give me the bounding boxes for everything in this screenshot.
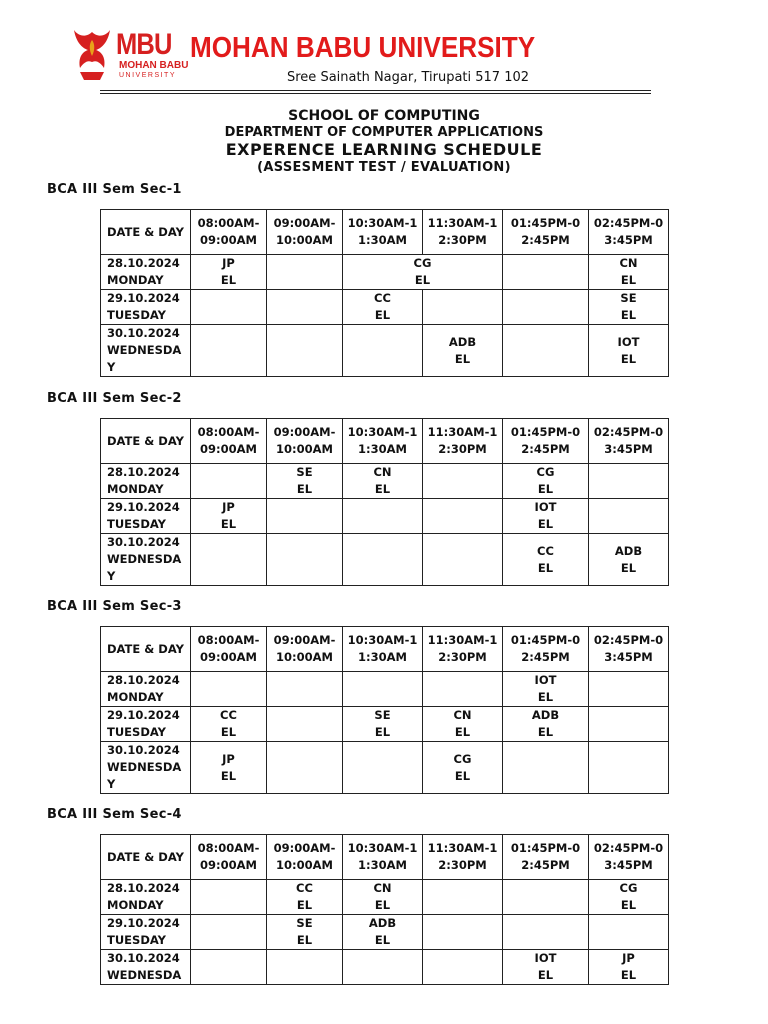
section-title: BCA III Sem Sec-4 bbox=[47, 807, 182, 822]
empty-cell bbox=[589, 464, 669, 499]
schedule-title: EXPERENCE LEARNING SCHEDULE bbox=[225, 140, 543, 160]
subject-cell: JP EL bbox=[589, 950, 669, 985]
table-row bbox=[101, 950, 669, 985]
empty-cell bbox=[267, 950, 343, 985]
empty-cell bbox=[503, 880, 589, 915]
subject-cell: CG EL bbox=[503, 464, 589, 499]
subject-cell: JP EL bbox=[191, 255, 267, 290]
subject-cell: CC EL bbox=[267, 880, 343, 915]
date-day-header: DATE & DAY bbox=[101, 835, 191, 880]
time-slot-header: 08:00AM-09:00AM bbox=[191, 210, 267, 255]
subject-cell: CG EL bbox=[589, 880, 669, 915]
empty-cell bbox=[423, 534, 503, 586]
date-day-cell: 29.10.2024 TUESDAY bbox=[101, 290, 191, 325]
time-slot-header: 11:30AM-12:30PM bbox=[423, 835, 503, 880]
date-day-cell: 28.10.2024 MONDAY bbox=[101, 880, 191, 915]
empty-cell bbox=[503, 290, 589, 325]
subject-cell: IOT EL bbox=[503, 672, 589, 707]
university-header bbox=[72, 26, 652, 96]
empty-cell bbox=[267, 325, 343, 377]
subject-cell: CG EL bbox=[343, 255, 503, 290]
subject-cell: CC EL bbox=[191, 707, 267, 742]
empty-cell bbox=[503, 915, 589, 950]
date-day-header: DATE & DAY bbox=[101, 627, 191, 672]
empty-cell bbox=[267, 707, 343, 742]
schedule-subtitle: (ASSESMENT TEST / EVALUATION) bbox=[257, 159, 511, 175]
table-row bbox=[101, 499, 669, 534]
table-row bbox=[101, 880, 669, 915]
table-row bbox=[101, 672, 669, 707]
empty-cell bbox=[191, 950, 267, 985]
table-row bbox=[101, 290, 669, 325]
empty-cell bbox=[589, 672, 669, 707]
empty-cell bbox=[191, 915, 267, 950]
subject-cell: CN EL bbox=[343, 880, 423, 915]
date-day-header: DATE & DAY bbox=[101, 210, 191, 255]
empty-cell bbox=[423, 880, 503, 915]
subject-cell: ADB EL bbox=[589, 534, 669, 586]
table-row bbox=[101, 464, 669, 499]
empty-cell bbox=[191, 534, 267, 586]
empty-cell bbox=[343, 742, 423, 794]
section-title: BCA III Sem Sec-3 bbox=[47, 599, 182, 614]
empty-cell bbox=[267, 255, 343, 290]
table-row bbox=[101, 255, 669, 290]
section-title: BCA III Sem Sec-1 bbox=[47, 182, 182, 197]
date-day-cell: 29.10.2024 TUESDAY bbox=[101, 499, 191, 534]
document-titles bbox=[0, 108, 768, 175]
empty-cell bbox=[589, 499, 669, 534]
logo-subtext-2: UNIVERSITY bbox=[119, 72, 177, 79]
empty-cell bbox=[343, 325, 423, 377]
time-slot-header: 09:00AM-10:00AM bbox=[267, 210, 343, 255]
empty-cell bbox=[423, 290, 503, 325]
table-row bbox=[101, 707, 669, 742]
time-slot-header: 01:45PM-02:45PM bbox=[503, 419, 589, 464]
time-slot-header: 08:00AM-09:00AM bbox=[191, 627, 267, 672]
empty-cell bbox=[191, 325, 267, 377]
subject-cell: IOT EL bbox=[589, 325, 669, 377]
schedule-table bbox=[100, 209, 669, 377]
table-header-row bbox=[101, 419, 669, 464]
table-header-row bbox=[101, 627, 669, 672]
empty-cell bbox=[267, 499, 343, 534]
logo-abbreviation: MBU bbox=[116, 28, 172, 61]
subject-cell: CN EL bbox=[589, 255, 669, 290]
logo-subtext: MOHAN BABU bbox=[119, 60, 189, 71]
date-day-cell: 29.10.2024 TUESDAY bbox=[101, 915, 191, 950]
empty-cell bbox=[423, 950, 503, 985]
header-divider-2 bbox=[100, 93, 651, 94]
department-title: DEPARTMENT OF COMPUTER APPLICATIONS bbox=[224, 124, 544, 140]
empty-cell bbox=[589, 915, 669, 950]
subject-cell: ADB EL bbox=[343, 915, 423, 950]
time-slot-header: 02:45PM-03:45PM bbox=[589, 210, 669, 255]
empty-cell bbox=[423, 672, 503, 707]
subject-cell: SE EL bbox=[267, 915, 343, 950]
time-slot-header: 11:30AM-12:30PM bbox=[423, 419, 503, 464]
table-row bbox=[101, 534, 669, 586]
schedule-table bbox=[100, 834, 669, 985]
date-day-cell: 29.10.2024 TUESDAY bbox=[101, 707, 191, 742]
subject-cell: CG EL bbox=[423, 742, 503, 794]
empty-cell bbox=[343, 950, 423, 985]
subject-cell: CN EL bbox=[343, 464, 423, 499]
table-row bbox=[101, 915, 669, 950]
empty-cell bbox=[589, 707, 669, 742]
table-header-row bbox=[101, 210, 669, 255]
time-slot-header: 02:45PM-03:45PM bbox=[589, 627, 669, 672]
time-slot-header: 10:30AM-11:30AM bbox=[343, 210, 423, 255]
empty-cell bbox=[343, 672, 423, 707]
date-day-cell: 30.10.2024 WEDNESDAY bbox=[101, 742, 191, 794]
empty-cell bbox=[191, 290, 267, 325]
date-day-cell: 28.10.2024 MONDAY bbox=[101, 672, 191, 707]
university-address: Sree Sainath Nagar, Tirupati 517 102 bbox=[287, 70, 530, 85]
time-slot-header: 01:45PM-02:45PM bbox=[503, 627, 589, 672]
time-slot-header: 10:30AM-11:30AM bbox=[343, 627, 423, 672]
time-slot-header: 11:30AM-12:30PM bbox=[423, 210, 503, 255]
time-slot-header: 10:30AM-11:30AM bbox=[343, 835, 423, 880]
empty-cell bbox=[343, 534, 423, 586]
empty-cell bbox=[267, 672, 343, 707]
header-divider bbox=[100, 90, 651, 91]
empty-cell bbox=[423, 915, 503, 950]
time-slot-header: 01:45PM-02:45PM bbox=[503, 210, 589, 255]
empty-cell bbox=[503, 325, 589, 377]
subject-cell: IOT EL bbox=[503, 499, 589, 534]
date-day-cell: 30.10.2024 WEDNESDA bbox=[101, 950, 191, 985]
subject-cell: CC EL bbox=[503, 534, 589, 586]
subject-cell: SE EL bbox=[343, 707, 423, 742]
time-slot-header: 09:00AM-10:00AM bbox=[267, 835, 343, 880]
subject-cell: SE EL bbox=[267, 464, 343, 499]
date-day-cell: 30.10.2024 WEDNESDAY bbox=[101, 325, 191, 377]
time-slot-header: 08:00AM-09:00AM bbox=[191, 419, 267, 464]
empty-cell bbox=[423, 464, 503, 499]
date-day-cell: 28.10.2024 MONDAY bbox=[101, 464, 191, 499]
time-slot-header: 09:00AM-10:00AM bbox=[267, 627, 343, 672]
university-name: MOHAN BABU UNIVERSITY bbox=[190, 32, 536, 64]
time-slot-header: 11:30AM-12:30PM bbox=[423, 627, 503, 672]
phoenix-logo-icon bbox=[72, 28, 112, 82]
section-title: BCA III Sem Sec-2 bbox=[47, 391, 182, 406]
date-day-cell: 30.10.2024 WEDNESDAY bbox=[101, 534, 191, 586]
empty-cell bbox=[191, 672, 267, 707]
empty-cell bbox=[503, 255, 589, 290]
subject-cell: CC EL bbox=[343, 290, 423, 325]
subject-cell: JP EL bbox=[191, 742, 267, 794]
empty-cell bbox=[589, 742, 669, 794]
schedule-table bbox=[100, 626, 669, 794]
empty-cell bbox=[267, 290, 343, 325]
subject-cell: CN EL bbox=[423, 707, 503, 742]
empty-cell bbox=[267, 742, 343, 794]
time-slot-header: 08:00AM-09:00AM bbox=[191, 835, 267, 880]
empty-cell bbox=[191, 464, 267, 499]
empty-cell bbox=[191, 880, 267, 915]
time-slot-header: 02:45PM-03:45PM bbox=[589, 835, 669, 880]
empty-cell bbox=[343, 499, 423, 534]
time-slot-header: 10:30AM-11:30AM bbox=[343, 419, 423, 464]
date-day-cell: 28.10.2024 MONDAY bbox=[101, 255, 191, 290]
subject-cell: JP EL bbox=[191, 499, 267, 534]
school-title: SCHOOL OF COMPUTING bbox=[288, 108, 480, 124]
empty-cell bbox=[503, 742, 589, 794]
subject-cell: ADB EL bbox=[503, 707, 589, 742]
table-header-row bbox=[101, 835, 669, 880]
time-slot-header: 02:45PM-03:45PM bbox=[589, 419, 669, 464]
time-slot-header: 01:45PM-02:45PM bbox=[503, 835, 589, 880]
subject-cell: SE EL bbox=[589, 290, 669, 325]
date-day-header: DATE & DAY bbox=[101, 419, 191, 464]
table-row bbox=[101, 742, 669, 794]
table-row bbox=[101, 325, 669, 377]
empty-cell bbox=[423, 499, 503, 534]
empty-cell bbox=[267, 534, 343, 586]
subject-cell: IOT EL bbox=[503, 950, 589, 985]
subject-cell: ADB EL bbox=[423, 325, 503, 377]
schedule-table bbox=[100, 418, 669, 586]
time-slot-header: 09:00AM-10:00AM bbox=[267, 419, 343, 464]
